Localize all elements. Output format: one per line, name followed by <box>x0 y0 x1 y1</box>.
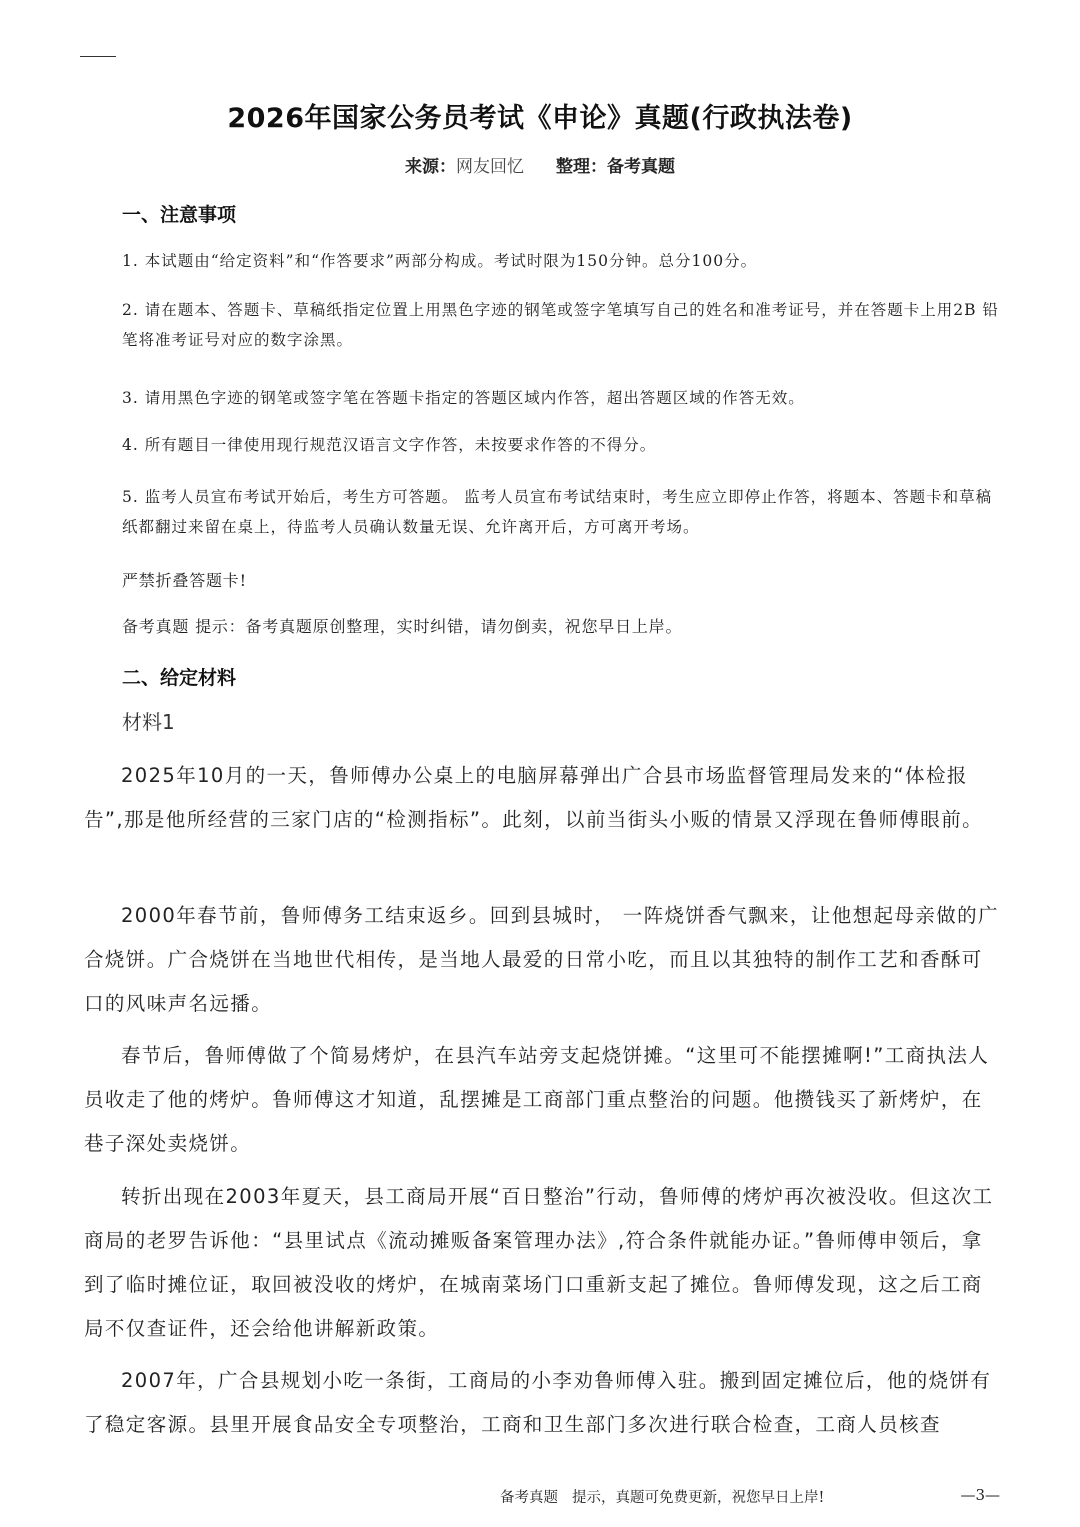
notice-item-5: 5. 监考人员宣布考试开始后，考生方可答题。 监考人员宣布考试结束时，考生应立即停止作答，将题本、答题卡和草稿纸都翻过来留在桌上，待监考人员确认数量无误、允许离开后，方可离开考场。 <box>122 488 993 536</box>
prohibition-note: 严禁折叠答题卡! <box>122 571 247 590</box>
notices-heading: 一、注意事项 <box>122 204 237 226</box>
footer-brand: 备考真题 <box>500 1490 558 1506</box>
notice-item-4: 4. 所有题目一律使用现行规范汉语言文字作答，未按要求作答的不得分。 <box>122 436 657 454</box>
material-paragraph: 2025年10月的一天，鲁师傅办公桌上的电脑屏幕弹出广合县市场监督管理局发来的“体检报告”,那是他所经营的三家门店的“检测指标”。此刻，以前当街头小贩的情景又浮现在鲁师傅眼前。 <box>84 764 984 831</box>
materials-heading: 二、给定材料 <box>122 667 237 689</box>
material-paragraph: 转折出现在2003年夏天，县工商局开展“百日整治”行动，鲁师傅的烤炉再次被没收。但这次工商局的老罗告诉他：“县里试点《流动摊贩备案管理办法》,符合条件就能办证。”鲁师傅申领后，拿到了临时摊位证，取回被没收的烤炉，在城南菜场门口重新支起了摊位。鲁师傅发现，这之后工商局不仅查证件，还会给他讲解新政策。 <box>84 1185 994 1340</box>
editor-label: 整理： <box>556 157 607 177</box>
source-value: 网友回忆 <box>456 157 524 177</box>
material-label: 材料1 <box>122 710 175 734</box>
page-number: —3— <box>960 1486 1000 1504</box>
tip-note: 备考真题 提示：备考真题原创整理，实时纠错，请勿倒卖，祝您早日上岸。 <box>122 617 683 636</box>
source-label: 来源： <box>405 157 456 177</box>
notice-item-1: 1. 本试题由“给定资料”和“作答要求”两部分构成。考试时限为150分钟。总分100分。 <box>122 252 758 270</box>
material-paragraph: 2007年，广合县规划小吃一条街，工商局的小李劝鲁师傅入驻。搬到固定摊位后，他的烧饼有了稳定客源。县里开展食品安全专项整治，工商和卫生部门多次进行联合检查，工商人员核查 <box>84 1369 992 1436</box>
notice-item-2: 2. 请在题本、答题卡、草稿纸指定位置上用黑色字迹的钢笔或签字笔填写自己的姓名和准考证号，并在答题卡上用2B 铅笔将准考证号对应的数字涂黑。 <box>122 301 999 349</box>
editor-value: 备考真题 <box>607 157 675 177</box>
material-paragraph: 春节后，鲁师傅做了个简易烤炉，在县汽车站旁支起烧饼摊。“这里可不能摆摊啊!”工商执法人员收走了他的烤炉。鲁师傅这才知道，乱摆摊是工商部门重点整治的问题。他攒钱买了新烤炉，在巷子深处卖烧饼。 <box>84 1044 990 1155</box>
material-paragraph: 2000年春节前，鲁师傅务工结束返乡。回到县城时， 一阵烧饼香气飘来，让他想起母亲做的广合烧饼。广合烧饼在当地世代相传，是当地人最爱的日常小吃，而且以其独特的制作工艺和香酥可口的风味声名远播。 <box>84 904 999 1015</box>
source-line <box>0 152 1080 177</box>
notice-item-3: 3. 请用黑色字迹的钢笔或签字笔在答题卡指定的答题区域内作答，超出答题区域的作答无效。 <box>122 389 805 407</box>
corner-dash <box>80 56 116 57</box>
page-title: 2026年国家公务员考试《申论》真题(行政执法卷) <box>227 103 853 134</box>
footer-tip-text: 提示，真题可免费更新，祝您早日上岸! <box>572 1490 825 1506</box>
footer-tip <box>500 1486 824 1507</box>
